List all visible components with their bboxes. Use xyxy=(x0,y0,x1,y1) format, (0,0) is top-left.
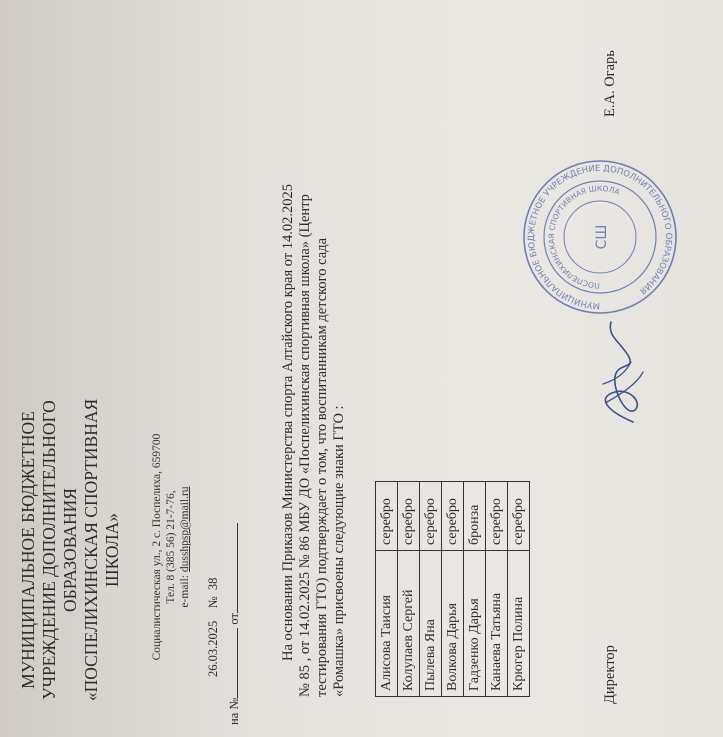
reply-line xyxy=(225,523,242,725)
org-line: МУНИЦИПАЛЬНОЕ БЮДЖЕТНОЕ xyxy=(18,411,38,689)
badge-level: серебро xyxy=(420,482,442,551)
reg-number: 38 xyxy=(206,577,220,591)
results-table xyxy=(375,481,530,697)
reply-number-blank xyxy=(225,628,238,698)
participant-name: Пылева Яна xyxy=(420,551,442,697)
handwritten-signature xyxy=(585,312,655,432)
table-row xyxy=(398,482,420,697)
reg-date: 26.03.2025 xyxy=(206,620,220,677)
table-row xyxy=(508,482,530,697)
badge-level: серебро xyxy=(486,482,508,551)
body-line: На основании Приказов Министерства спорта Алтайского края от 14.02.2025 xyxy=(280,183,296,661)
reg-number-label: № xyxy=(206,596,220,609)
stamp-outer-text: МУНИЦИПАЛЬНОЕ БЮДЖЕТНОЕ УЧРЕЖДЕНИЕ ДОПОЛНИТЕЛЬНОГО ОБРАЗОВАНИЯ xyxy=(526,163,674,311)
badge-level: серебро xyxy=(442,482,464,551)
org-line: ШКОЛА» xyxy=(102,513,122,587)
official-stamp xyxy=(520,157,680,317)
participant-name: Канаева Татьяна xyxy=(486,551,508,697)
org-email-line xyxy=(178,377,192,717)
email-link[interactable]: dusshpsp@mail.ru xyxy=(179,486,191,573)
letter-body xyxy=(280,17,348,697)
badge-level: бронза xyxy=(464,482,486,551)
stamp-inner-text: ПОСПЕЛИХИНСКАЯ СПОРТИВНАЯ ШКОЛА xyxy=(546,183,621,291)
registration-line xyxy=(206,578,221,677)
organization-header xyxy=(18,385,123,715)
participant-name: Крюгер Полина xyxy=(508,551,530,697)
badge-level: серебро xyxy=(376,482,398,551)
org-line: ОБРАЗОВАНИЯ xyxy=(60,488,80,612)
badge-level: серебро xyxy=(508,482,530,551)
table-row xyxy=(376,482,398,697)
participant-name: Алисова Таисия xyxy=(376,551,398,697)
signatory-role: Директор xyxy=(602,645,618,704)
table-row xyxy=(420,482,442,697)
signatory-name: Е.А. Огарь xyxy=(602,50,618,117)
table-row xyxy=(464,482,486,697)
body-line: № 85 , от 14.02.2025 № 86 МБУ ДО «Поспелихинская спортивная школа» (Центр xyxy=(297,194,313,697)
email-label: e-mail: xyxy=(179,572,191,608)
org-line: «ПОСПЕЛИХИНСКАЯ СПОРТИВНАЯ xyxy=(81,398,101,702)
org-address: Социалистическая ул., 2 с. Поспелиха, 659700 xyxy=(151,433,163,661)
participant-name: Гадзенко Дарья xyxy=(464,551,486,697)
table-row xyxy=(486,482,508,697)
stamp-center-text: СШ xyxy=(594,224,610,250)
reply-from-label: от xyxy=(227,613,241,625)
org-contacts xyxy=(150,377,192,717)
badge-level: серебро xyxy=(398,482,420,551)
org-phone: Тел. 8 (385 56) 21-7-76, xyxy=(165,490,177,604)
body-line: тестирования ГТО) подтверждает о том, что воспитанникам детского сада xyxy=(314,237,330,697)
table-row xyxy=(442,482,464,697)
body-line: «Ромашка» присвоены следующие знаки ГТО : xyxy=(331,405,347,697)
participant-name: Волкова Дарья xyxy=(442,551,464,697)
org-line: УЧРЕЖДЕНИЕ ДОПОЛНИТЕЛЬНОГО xyxy=(39,400,59,700)
reply-date-blank xyxy=(225,523,238,613)
participant-name: Колупаев Сергей xyxy=(398,551,420,697)
reply-label: на № xyxy=(227,697,241,725)
